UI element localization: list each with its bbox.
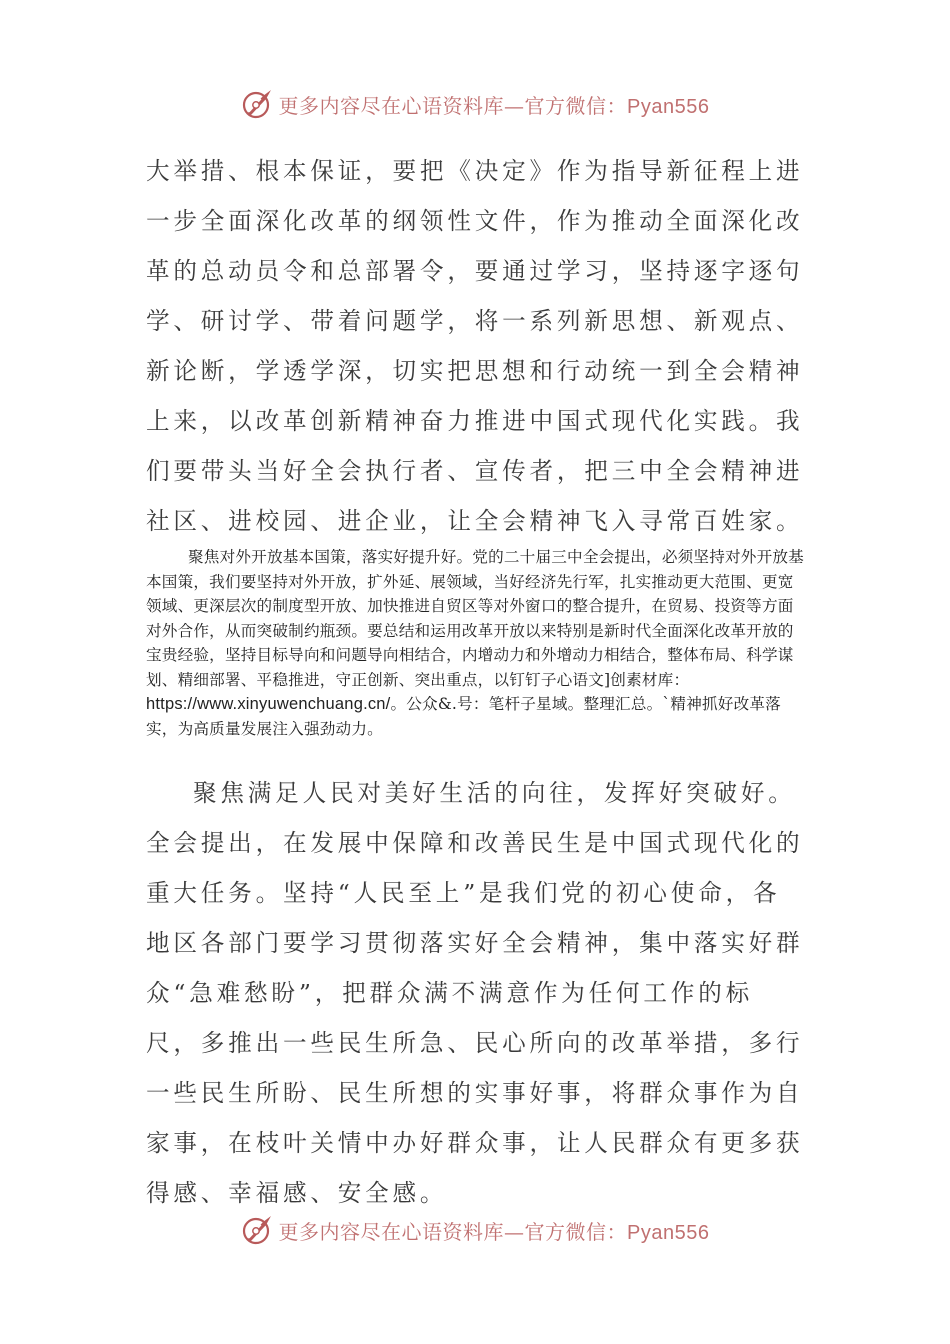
- quill-pen-logo-icon: [241, 87, 275, 121]
- paragraph-2: 聚焦对外开放基本国策，落实好提升好。党的二十届三中全会提出，必须坚持对外开放基本国策，我们要坚持对外开放，扩外延、展领域，当好经济先行军，扎实推动更大范围、更宽领域、更深层次的制度型开放、加快推进自贸区等对外窗口的整合提升，在贸易、投资等方面对外合作，从而突破制约瓶颈。要总结和运用改革开放以来特别是新时代全面深化改革开放的宝贵经验，坚持目标导向和问题导向相结合，内增动力和外增动力相结合，整体布局、科学谋划、精细部署、平稳推进，守正创新、突出重点，以钉钉子心语文]创素材库： https://www.xinyuwenchuang.cn/。公众&.号：笔杆子星域。整理汇总。`精神抓好改革落实，为高质量发展注入强劲动力。: [146, 548, 804, 738]
- paragraph-1: 大举措、根本保证，要把《决定》作为指导新征程上进一步全面深化改革的纲领性文件，作为推动全面深化改革的总动员令和总部署令，要通过学习，坚持逐字逐句学、研讨学、带着问题学，将一系列新思想、新观点、新论断，学透学深，切实把思想和行动统一到全会精神上来，以改革创新精神奋力推进中国式现代化实践。我们要带头当好全会执行者、宣传者，把三中全会精神进社区、进校园、进企业，让全会精神飞入寻常百姓家。: [146, 157, 804, 535]
- paragraph-3: 聚焦满足人民对美好生活的向往，发挥好突破好。全会提出，在发展中保障和改善民生是中国式现代化的重大任务。坚持“人民至上”是我们党的初心使命，各地区各部门要学习贯彻落实好全会精神，集中落实好群众“急难愁盼”，把群众满不满意作为任何工作的标尺，多推出一些民生所急、民心所向的改革举措，多行一些民生所盼、民生所想的实事好事，将群众事作为自家事，在枝叶关情中办好群众事，让人民群众有更多获得感、幸福感、安全感。: [146, 779, 804, 1207]
- source-url: https://www.xinyuwenchuang.cn/: [146, 695, 391, 713]
- footer-banner-text: 更多内容尽在心语资料库—官方微信：Pyan556: [278, 1219, 710, 1244]
- footer-banner: [0, 1208, 950, 1252]
- footer-wechat-handle: Pyan556: [627, 1221, 710, 1244]
- quill-pen-logo-icon: [241, 1213, 275, 1247]
- header-wechat-handle: Pyan556: [627, 95, 710, 118]
- header-banner: [0, 82, 950, 126]
- header-banner-text: 更多内容尽在心语资料库—官方微信：Pyan556: [278, 93, 710, 118]
